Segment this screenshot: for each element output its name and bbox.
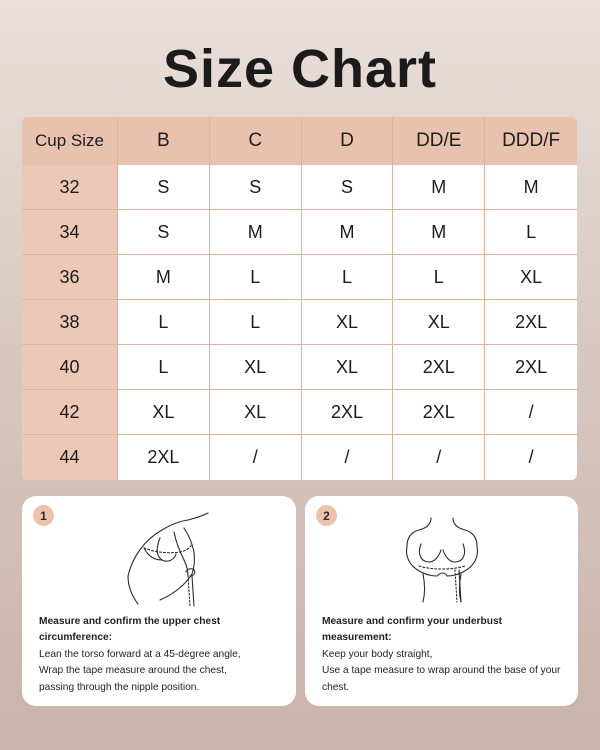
band-size-cell: 34 — [22, 210, 118, 255]
step-2-badge: 2 — [316, 505, 337, 526]
size-cell: S — [302, 165, 394, 210]
size-cell: 2XL — [485, 345, 577, 390]
band-size-cell: 40 — [22, 345, 118, 390]
step-2-body-line: chest. — [322, 681, 350, 693]
header-cup-size: Cup Size — [22, 117, 118, 165]
step-2-heading-line2: measurement: — [322, 632, 392, 644]
size-cell: M — [302, 210, 394, 255]
step-2-heading-line1: Measure and confirm your underbust — [322, 616, 503, 627]
band-size-cell: 36 — [22, 255, 118, 300]
size-cell: XL — [302, 300, 394, 345]
size-cell: L — [118, 300, 210, 345]
table-row — [22, 165, 577, 210]
step-2-card — [305, 496, 578, 706]
table-row — [22, 210, 577, 255]
size-cell: XL — [485, 255, 577, 300]
upper-chest-measure-illustration — [114, 508, 224, 608]
size-cell: / — [485, 435, 577, 480]
step-1-body-line: Wrap the tape measure around the chest, — [39, 665, 227, 677]
step-2-body-line: Keep your body straight, — [322, 648, 433, 660]
step-2-body-line: Use a tape measure to wrap around the base of your — [322, 665, 561, 677]
step-1-heading-line1: Measure and confirm the upper chest — [39, 616, 221, 627]
size-cell: L — [302, 255, 394, 300]
band-size-cell: 32 — [22, 165, 118, 210]
step-1-body-line: Lean the torso forward at a 45-degree angle, — [39, 648, 241, 660]
size-cell: M — [393, 165, 485, 210]
step-1-card — [22, 496, 296, 706]
band-size-cell: 38 — [22, 300, 118, 345]
size-chart-table — [22, 117, 577, 480]
underbust-measure-illustration — [397, 514, 487, 604]
table-row — [22, 255, 577, 300]
size-cell: XL — [302, 345, 394, 390]
size-cell: 2XL — [485, 300, 577, 345]
size-cell: M — [485, 165, 577, 210]
size-cell: S — [118, 165, 210, 210]
size-cell: / — [485, 390, 577, 435]
page-title: Size Chart — [162, 39, 438, 99]
header-cup-d: D — [302, 117, 394, 165]
header-cup-ddd-f: DDD/F — [485, 117, 577, 165]
size-cell: M — [118, 255, 210, 300]
size-cell: / — [393, 435, 485, 480]
header-cup-c: C — [210, 117, 302, 165]
size-cell: / — [302, 435, 394, 480]
size-cell: XL — [210, 390, 302, 435]
step-1-badge: 1 — [33, 505, 54, 526]
size-cell: / — [210, 435, 302, 480]
table-row — [22, 390, 577, 435]
size-cell: 2XL — [118, 435, 210, 480]
table-row — [22, 345, 577, 390]
size-cell: L — [485, 210, 577, 255]
step-1-heading-line2: circumference: — [39, 632, 113, 644]
size-cell: L — [118, 345, 210, 390]
size-cell: M — [210, 210, 302, 255]
table-row — [22, 435, 577, 480]
step-1-body-line: passing through the nipple position. — [39, 681, 200, 693]
step-2-text — [322, 614, 568, 696]
size-cell: L — [210, 300, 302, 345]
size-cell: M — [393, 210, 485, 255]
header-cup-dd-e: DD/E — [393, 117, 485, 165]
size-cell: L — [393, 255, 485, 300]
header-cup-b: B — [118, 117, 210, 165]
size-cell: L — [210, 255, 302, 300]
size-cell: XL — [210, 345, 302, 390]
size-cell: 2XL — [393, 390, 485, 435]
size-cell: S — [118, 210, 210, 255]
band-size-cell: 42 — [22, 390, 118, 435]
step-1-text — [39, 614, 286, 696]
size-cell: S — [210, 165, 302, 210]
band-size-cell: 44 — [22, 435, 118, 480]
table-header-row — [22, 117, 577, 165]
size-cell: 2XL — [393, 345, 485, 390]
size-cell: 2XL — [302, 390, 394, 435]
size-cell: XL — [118, 390, 210, 435]
table-row — [22, 300, 577, 345]
size-cell: XL — [393, 300, 485, 345]
